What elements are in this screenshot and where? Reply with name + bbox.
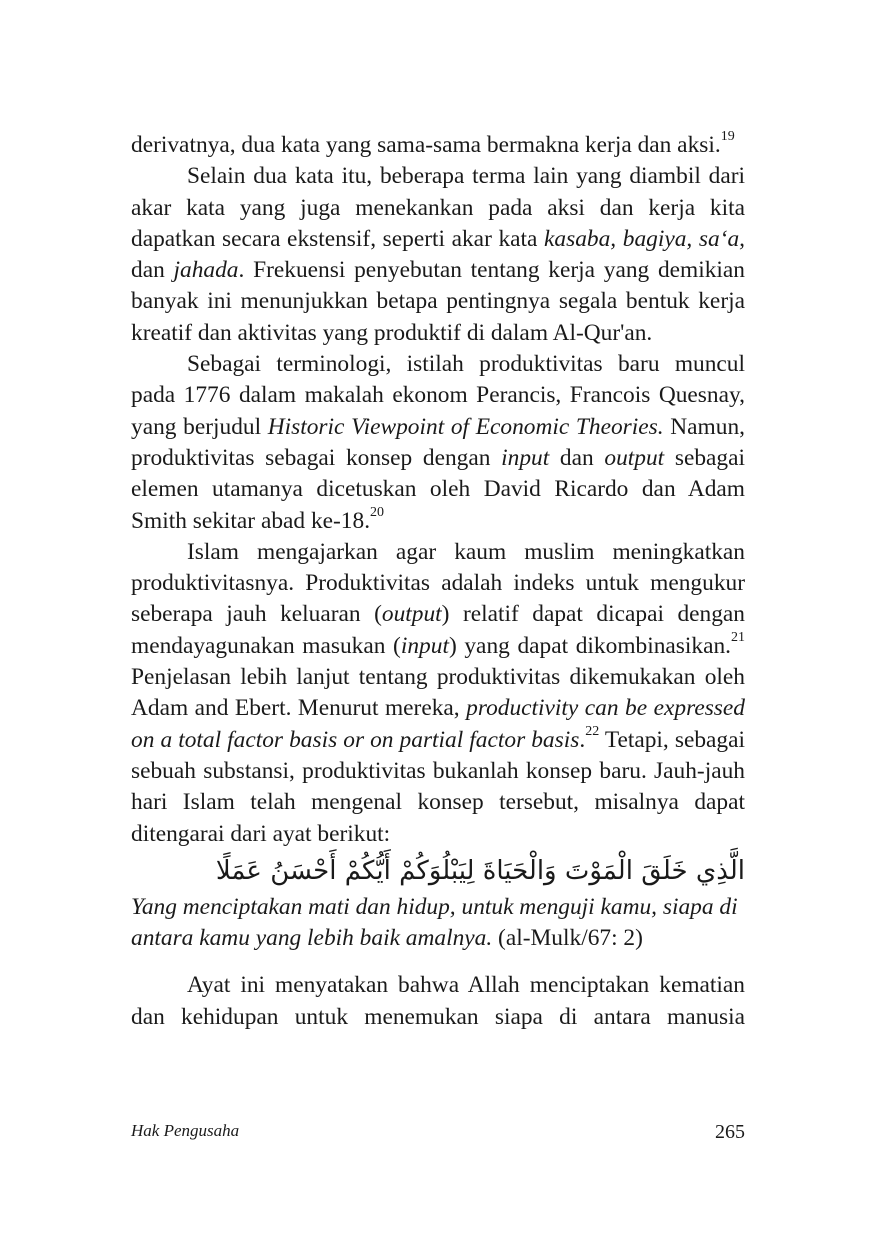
paragraph-3-text: dan [549, 444, 605, 471]
paragraph-5 [131, 970, 745, 1033]
arabic-root-terms: kasaba, bagiya, sa‘a, [544, 225, 745, 252]
paragraph-3-text: sebagai elemen utamanya dicetuskan oleh David Ricardo dan Adam Smith sekitar abad ke-18. [131, 444, 745, 534]
term-input: input [400, 632, 449, 659]
paragraph-5-text: Ayat ini menyatakan bahwa Allah menciptakan kematian dan kehidupan untuk menemukan siapa di antara manusia [131, 972, 745, 1030]
paragraph-4-text: ) yang dapat dikombinasikan. [448, 632, 732, 659]
paragraph-4-text: Islam mengajarkan agar kaum muslim meningkatkan produktivitasnya. Produktivitas adalah indeks untuk mengukur seberapa jauh keluaran ( [131, 538, 745, 628]
term-input: input [501, 444, 550, 471]
arabic-root-jahada: jahada [173, 257, 239, 284]
paragraph-3 [131, 349, 745, 537]
body-text [131, 130, 745, 1033]
verse-reference: (al-Mulk/67: 2) [492, 925, 643, 952]
page-number: 265 [715, 1121, 745, 1143]
paragraph-1 [131, 130, 745, 161]
paragraph-2 [131, 161, 745, 349]
paragraph-4 [131, 537, 745, 850]
paragraph-4-text: . [579, 726, 586, 753]
paragraph-4-text: ) relatif dapat dicapai dengan mendayagunakan masukan ( [131, 601, 745, 659]
english-quote: productivity can be expressed on a total factor basis or on partial factor basis [131, 695, 745, 753]
translation-text: Yang menciptakan mati dan hidup, untuk menguji kamu, siapa di antara kamu yang lebih baik amalnya. [131, 893, 738, 952]
book-title-italic: Historic Viewpoint of Economic Theories. [267, 413, 664, 440]
paragraph-1-text: derivatnya, dua kata yang sama-sama bermakna kerja dan aksi. [131, 132, 721, 158]
footnote-ref-22: 22 [585, 723, 600, 739]
verse-translation [131, 892, 745, 955]
paragraph-4-text: Penjelasan lebih lanjut tentang produktivitas dikemukakan oleh Adam and Ebert. Menurut mereka, [131, 664, 745, 722]
running-footer-title: Hak Pengusaha [131, 1121, 240, 1140]
quran-verse: الَّذِي خَلَقَ الْمَوْتَ وَالْحَيَاةَ لِيَبْلُوَكُمْ أَيُّكُمْ أَحْسَنُ عَمَلًا [215, 855, 745, 886]
paragraph-3-text: Sebagai terminologi, istilah produktivitas baru muncul pada 1776 dalam makalah ekonom Perancis, Francois Quesnay, yang berjudul [131, 351, 745, 440]
term-output: output [381, 601, 442, 628]
paragraph-3-text: Namun, produktivitas sebagai konsep dengan [131, 413, 745, 471]
footnote-ref-21: 21 [731, 629, 746, 645]
paragraph-2-text: dan [131, 257, 174, 284]
paragraph-2-text: . Frekuensi penyebutan tentang kerja yang demikian banyak ini menunjukkan betapa pentingnya segala bentuk kerja kreatif dan aktivitas yang produktif di dalam Al-Qur'an. [131, 257, 746, 346]
term-output: output [604, 444, 665, 471]
footnote-ref-19: 19 [720, 129, 735, 145]
paragraph-4-text: Tetapi, sebagai sebuah substansi, produktivitas bukanlah konsep baru. Jauh-jauh hari Islam telah mengenal konsep tersebut, misalnya dapat ditengarai dari ayat berikut: [131, 726, 745, 847]
footnote-ref-20: 20 [370, 504, 385, 520]
paragraph-2-text: Selain dua kata itu, beberapa terma lain yang diambil dari akar kata yang juga menekankan pada aksi dan kerja kita dapatkan secara ekstensif, seperti akar kata [131, 163, 745, 252]
